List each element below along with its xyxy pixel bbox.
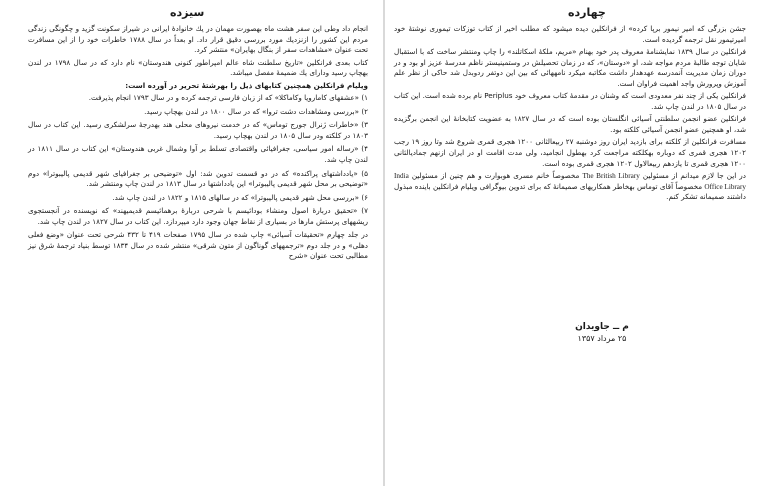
paragraph: انجام داد وطی این سفر هشت ماه بهصورت مهمان در یك خانوادهٔ ایرانی در شیراز سکونت گزید و چگونگی زندگی مردم این کشور را ازنزدیك مورد بررسی دقیق قرار داد. او بعداً در سال ۱۷۸۸ خاطرات خود را از این مسافرت تحت عنوان «مشاهدات سفر از بنگال بهایران» منتشر کرد. [28, 24, 368, 55]
left-page-text [28, 24, 368, 265]
ack-text: مخصوصاً آقای [659, 181, 703, 191]
ack-text: در این جا لازم میدانم از مسئولین [642, 171, 746, 181]
ack-text: توماس بهخاطر همکاریهای صمیمانهٔ که برای تدوین بیوگرافی ویلیام فرانکلین باینده مبذول داشتند صمیمانه تشکر کنم. [394, 181, 746, 202]
signature: م ــ جاویدان [575, 322, 629, 332]
ack-library-name: The British Library [582, 172, 640, 181]
list-item: ۷) «تحقیق دربارهٔ اصول ومنشاء بودائیسم با شرحی دربارهٔ برهمائیسم قدیمیهند» که نویسنده در آنجستجوی ریشههای پرستش مارها در بسیاری از نقاط جهان وجود دارد میپردازد. این کتاب در سال ۱۸۲۷ در لندن چاپ شد. [28, 206, 368, 226]
list-item: ۶) «بررسی محل شهر قدیمی پالیبوترا» که در سالهای ۱۸۱۵ و ۱۸۲۲ در لندن چاپ شد. [112, 192, 368, 202]
paragraph: فرانکلین عضو انجمن سلطنتی آسیائی انگلستان بوده است که در سال ۱۸۲۷ به عضویت کتابخانهٔ این انجمن برگزیده شد، او همچنین عضو انجمن آسیائی کلکته بود. [394, 114, 746, 134]
paragraph: فرانکلین در سال ۱۸۳۹ نمایشنامهٔ معروف پدر خود بهنام «مریم، ملکهٔ اسکاتلند» را چاپ ومنتشر ساخت که با استقبال شایان توجه طالبهٔ مردم مواجه شد، او «دوستان»، که در زمان تحصیلش در وستمینیستر ناظم مدرسهٔ عزیز او بود و در دوران زمان مدیریت آنمدرسه عهدهدار داشت مکاتبه میکرد نامههائی که بین این دوتفر ردوبدل شد حاکی از نظر علم آموزش وپرورش واجد اهمیت فراوان است. [394, 47, 746, 88]
acknowledgement [394, 171, 746, 203]
right-page-text [394, 24, 746, 205]
ack-text: مخصوصاً خانم [536, 171, 580, 181]
right-page [384, 0, 768, 486]
ack-text: مسری هوبوارت و هم چنین از مسئولین [411, 171, 534, 181]
list-item: ۱) «عشقهای کامارویا وکاماکلا» که از زبان فارسی ترجمه کرده و در سال ۱۷۹۳ انجام پذیرفت. [88, 93, 368, 103]
paragraph: کتاب بعدی فرانکلین «تاریخ سلطنت شاه عالم امپراطور کنونی هندوستان» نام دارد که در سال ۱۷۹۸ در لندن بهچاپ رسید ودارای یك ضمیمهٔ مفصل میباشد. [28, 57, 368, 78]
paragraph: مسافرت فرانکلین از کلکته برای بازدید ایران روز دوشنبه ۲۷ ربیعالثانی ۱۲۰۰ هجری قمری شروع شد وتا روز ۱۹ رجب ۱۲۰۲ هجری قمری که دوباره بهکلکته مراجعت کرد بهطول انجامید، ولی مدت اقامت او در ایران ازنهم جمادیالثانی ۱۲۰۰ هجری قمری تا یازدهم ربیعالاول ۱۲۰۲ هجری قمری بوده است. [394, 137, 746, 168]
signature-date: ۲۵ مرداد ۱۳۵۷ [577, 334, 627, 343]
paragraph: جشن بزرگی که امیر نیمور برپا کرده» از فرانکلین دیده میشود که مطلب اخیر از کتاب توزکات تیموری نوشتهٔ خود امیرتیمور نقل ترجمه گردیده است. [394, 24, 746, 44]
ack-library-name: India Office Library [394, 172, 746, 191]
page-number: سیزده [170, 6, 205, 19]
list-item: ۵) «یادداشتهای پراکنده» که در دو قسمت تدوین شد: اول «توضیحی بر جغرافیای شهر قدیمی پالیبوترا» دوم «توضیحی بر محل شهر قدیمی پالیبوترا» این یادداشتها در سال ۱۸۱۳ در لندن چاپ ومنتشر شد. [28, 168, 368, 189]
paragraph: فرانکلین یکی از چند نفر معدودی است که وشنان در مقدمهٔ کتاب معروف خود Periplus نام برده شده است. این کتاب در سال ۱۸۰۵ در لندن چاپ شد. [394, 91, 746, 111]
list-item: در جلد چهارم «تحقیقات آسیائی» چاپ شده در سال ۱۷۹۵ صفحات ۴۱۹ تا ۴۳۲ شرحی تحت عنوان «وضع فعلی دهلی» و در جلد دوم «ترجمههای گوناگون از متون شرقی» منتشر شده در سال ۱۸۳۴ توسط بنیاد ترجمهٔ شرق نیز مطالبی تحت عنوان «شرح [28, 230, 369, 261]
list-item: ۲) «بررسی ومشاهدات دشت تروا» که در سال ۱۸۰۰ در لندن بهچاپ رسید. [144, 106, 368, 116]
list-item: ۳) «خاطرات ژنرال جورج توماس» که در خدمت نیروهای محلی هند بهدرجهٔ سرلشکری رسید. این کتاب در سال ۱۸۰۳ در کلکته ودر سال ۱۸۰۵ در لندن بهچاپ رسید. [28, 120, 368, 140]
list-intro: ویلیام فرانکلین همچنین کتابهای ذیل را بهرشتهٔ تحریر در آورده است: [125, 80, 368, 90]
list-item: ۴) «رساله امور سیاسی، جغرافیائی واقتصادی تسلط بر آوا وشمال غربی هندوستان» این کتاب در سال ۱۸۱۱ در لندن چاپ شد. [28, 144, 368, 165]
page-number: چهارده [568, 6, 606, 19]
